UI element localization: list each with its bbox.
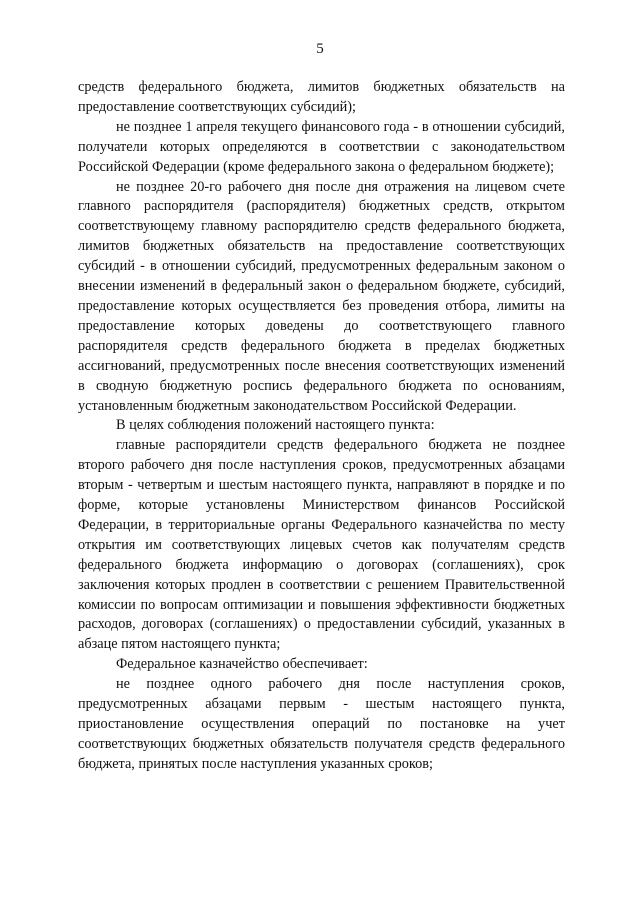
- document-body: [78, 78, 565, 775]
- paragraph: Федеральное казначейство обеспечивает:: [116, 656, 368, 673]
- paragraph: не позднее 1 апреля текущего финансового года - в отношении субсидий, получатели которых определяются в соответствии с законодательством Российской Федерации (кроме федерального закона о федеральном бюджете);: [78, 118, 565, 175]
- paragraph: средств федерального бюджета, лимитов бюджетных обязательств на предоставление соответствующих субсидий);: [78, 79, 565, 115]
- page-number: 5: [316, 41, 324, 57]
- paragraph: не позднее 20-го рабочего дня после дня отражения на лицевом счете главного распорядителя (распорядителя) бюджетных средств, открытом соответствующему главному распорядителю средств федерального бюджета, лимитов бюджетных обязательств на предоставление соответствующих субсидий - в отношении субсидий, предусмотренных федеральным законом о внесении изменений в федеральный закон о федеральном бюджете, субсидий, предоставление которых осуществляется без проведения отбора, лимиты на предоставление которых доведены до соответствующего главного распорядителя средств федерального бюджета в пределах бюджетных ассигнований, предусмотренных после внесения соответствующих изменений в сводную бюджетную роспись федерального бюджета по основаниям, установленным бюджетным законодательством Российской Федерации.: [78, 178, 565, 414]
- paragraph: В целях соблюдения положений настоящего пункта:: [116, 417, 435, 434]
- paragraph: не позднее одного рабочего дня после наступления сроков, предусмотренных абзацами первым - шестым настоящего пункта, приостановление осуществления операций по постановке на учет соответствующих бюджетных обязательств получателя средств федерального бюджета, принятых после наступления указанных сроков;: [78, 676, 565, 772]
- paragraph: главные распорядители средств федерального бюджета не позднее второго рабочего дня после наступления сроков, предусмотренных абзацами вторым - четвертым и шестым настоящего пункта, направляют в порядке и по форме, которые установлены Министерством финансов Российской Федерации, в территориальные органы Федерального казначейства по месту открытия им соответствующих лицевых счетов как получателям средств федерального бюджета информацию о договорах (соглашениях), срок заключения которых продлен в соответствии с решением Правительственной комиссии по вопросам оптимизации и повышения эффективности бюджетных расходов, договорах (соглашениях) о предоставлении субсидий, указанных в абзаце пятом настоящего пункта;: [78, 437, 565, 653]
